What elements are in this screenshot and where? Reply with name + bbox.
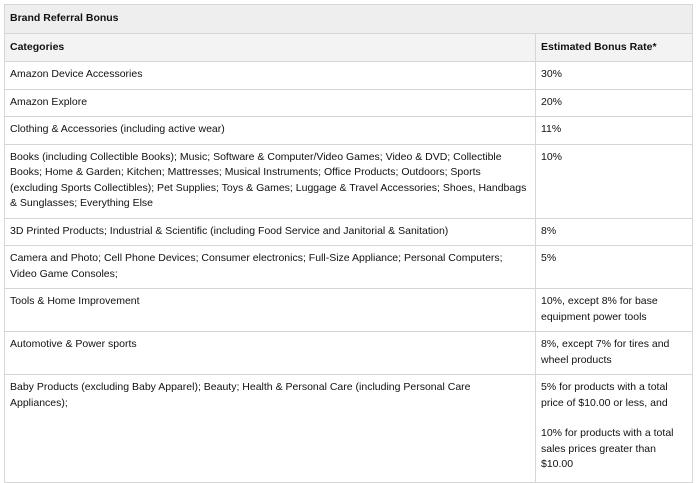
rate-cell	[536, 289, 693, 332]
brand-referral-bonus-table-wrapper	[4, 4, 692, 483]
category-cell: Amazon Explore	[5, 89, 536, 117]
rate-cell	[536, 332, 693, 375]
table-row	[5, 218, 693, 246]
rate-cell	[536, 218, 693, 246]
brand-referral-bonus-table	[4, 4, 693, 483]
category-cell: Clothing & Accessories (including active wear)	[5, 117, 536, 145]
table-title-row	[5, 5, 693, 34]
table-header-row	[5, 33, 693, 62]
table-row	[5, 89, 693, 117]
rate-text: 5%	[541, 252, 557, 264]
table-row	[5, 246, 693, 289]
rate-cell	[536, 144, 693, 218]
table-row	[5, 332, 693, 375]
category-cell: Tools & Home Improvement	[5, 289, 536, 332]
paragraph-gap	[541, 411, 686, 426]
rate-text: 30%	[541, 68, 563, 80]
rate-cell	[536, 62, 693, 90]
category-cell: Amazon Device Accessories	[5, 62, 536, 90]
rate-cell	[536, 246, 693, 289]
rate-text: 11%	[541, 123, 562, 135]
table-title: Brand Referral Bonus	[5, 5, 693, 34]
categories-column-header: Categories	[5, 33, 536, 62]
table-row	[5, 117, 693, 145]
rate-text: 10%, except 8% for base equipment power tools	[541, 295, 658, 323]
rate-text: 10%	[541, 150, 563, 163]
table-row	[5, 144, 693, 218]
rate-cell	[536, 375, 693, 483]
table-row	[5, 289, 693, 332]
category-cell: Baby Products (excluding Baby Apparel); Beauty; Health & Personal Care (including Personal Care Appliances);	[5, 375, 536, 483]
category-cell: Books (including Collectible Books); Music; Software & Computer/Video Games; Video & DVD; Collectible Books; Home & Garden; Kitchen; Mattresses; Musical Instruments; Office Products; Outdoors; Sports (excluding Sports Collectibles); Pet Supplies; Toys & Games; Luggage & Travel Accessories; Shoes, Handbags & Sunglasses; Everything Else	[5, 144, 536, 218]
table-row	[5, 375, 693, 483]
estimated-bonus-rate-column-header: Estimated Bonus Rate*	[536, 33, 693, 62]
table-row	[5, 62, 693, 90]
rate-cell	[536, 89, 693, 117]
rate-cell	[536, 117, 693, 145]
category-cell: 3D Printed Products; Industrial & Scientific (including Food Service and Janitorial & Sanitation)	[5, 218, 536, 246]
rate-text: 10% for products with a total sales prices greater than $10.00	[541, 427, 674, 470]
rate-text: 20%	[541, 95, 563, 108]
rate-text: 8%, except 7% for tires and wheel products	[541, 338, 670, 366]
category-cell: Camera and Photo; Cell Phone Devices; Consumer electronics; Full-Size Appliance; Personal Computers; Video Game Consoles;	[5, 246, 536, 289]
rate-text: 5% for products with a total price of $10.00 or less, and	[541, 381, 668, 409]
rate-text: 8%	[541, 224, 557, 237]
category-cell: Automotive & Power sports	[5, 332, 536, 375]
